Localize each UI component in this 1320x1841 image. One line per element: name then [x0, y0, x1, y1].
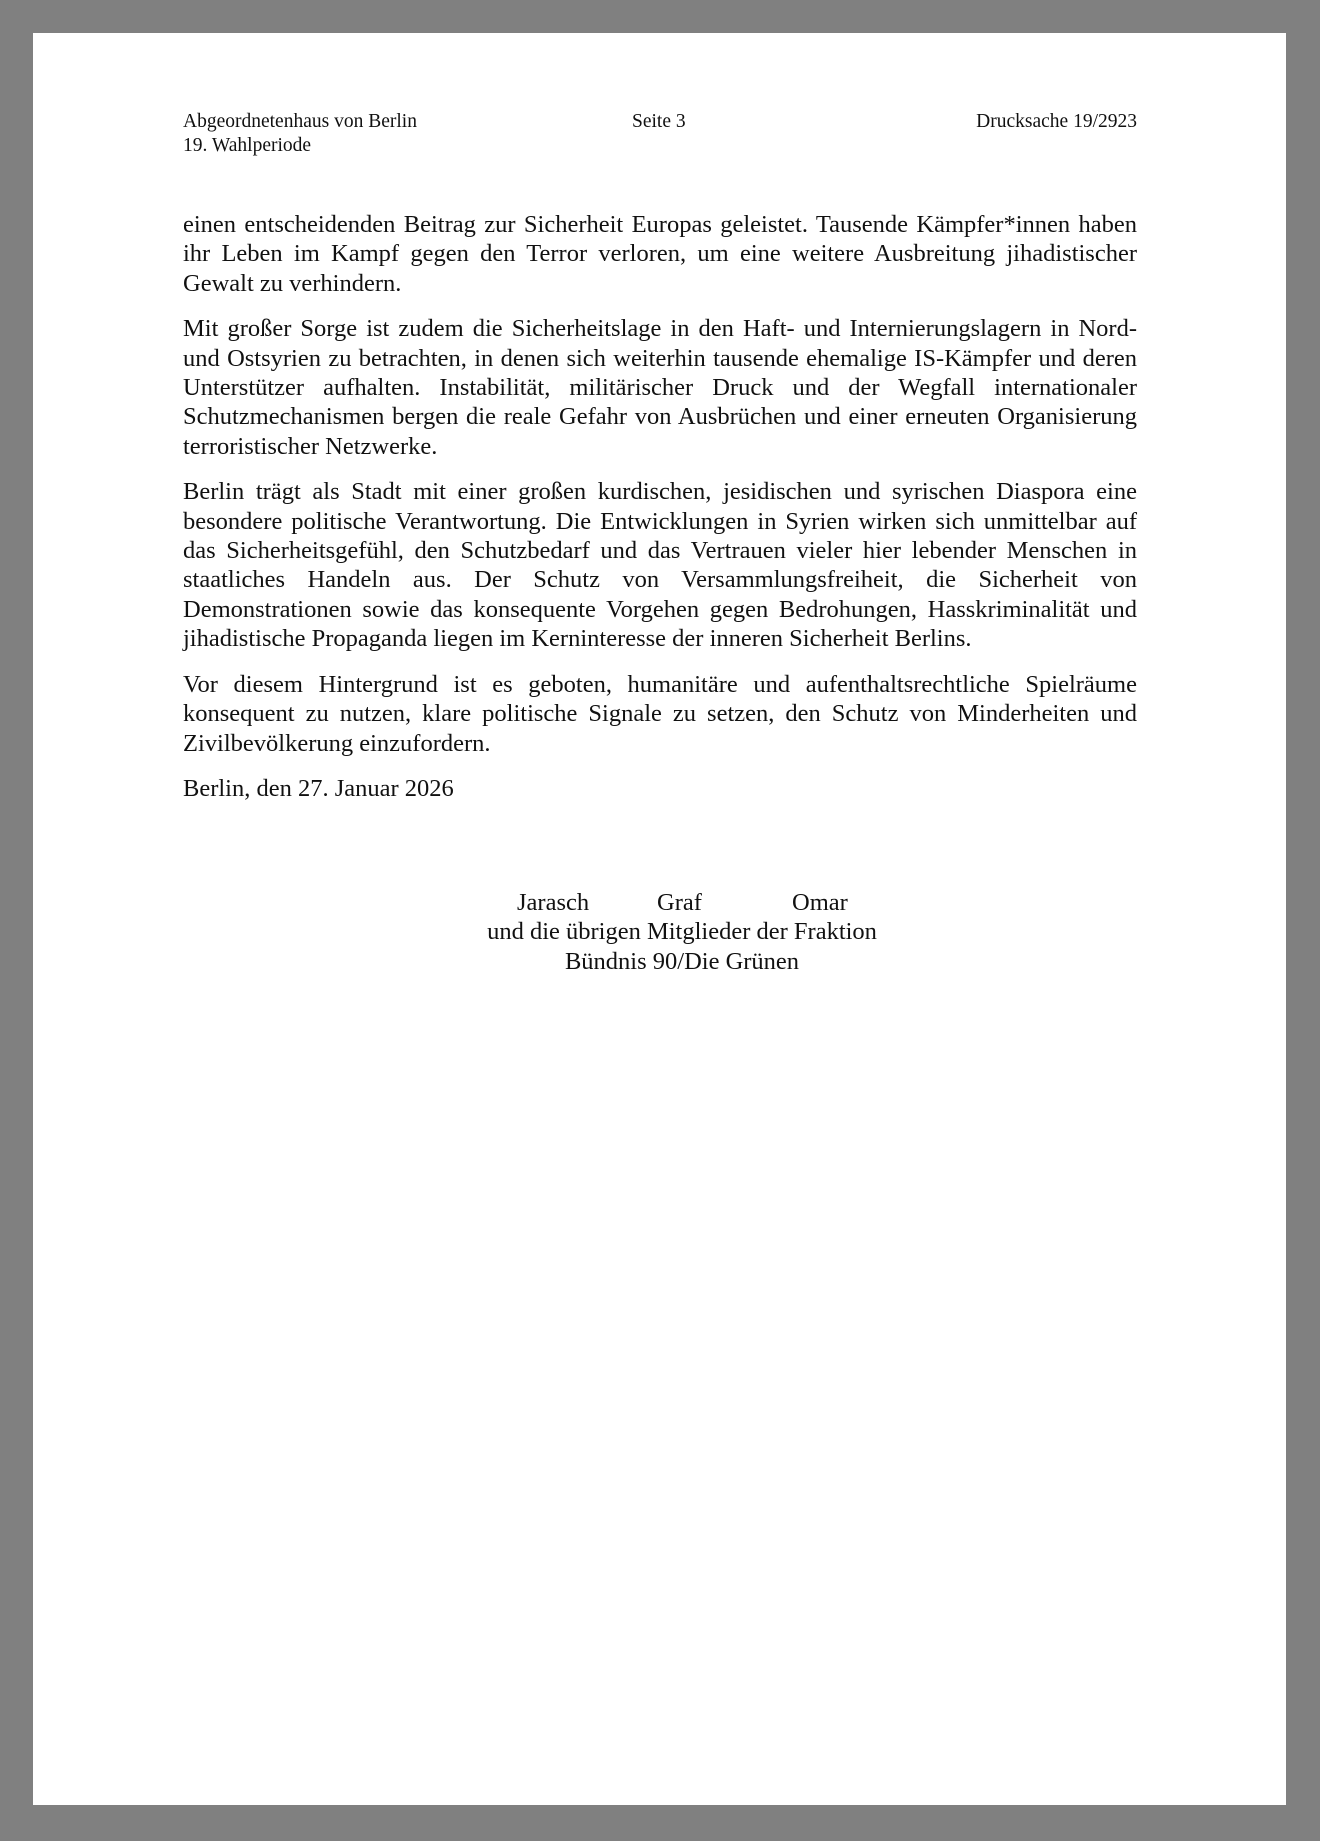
- header-row-1: [183, 110, 1137, 134]
- body-paragraph: einen entscheidenden Beitrag zur Sicherheit Europas geleistet. Tausende Kämpfer*innen haben ihr Leben im Kampf gegen den Terror verloren, um eine weitere Ausbreitung jihadistischer Gewalt zu verhindern.: [183, 211, 1137, 297]
- header-institution: Abgeordnetenhaus von Berlin: [183, 111, 417, 132]
- header-page-number: Seite 3: [632, 111, 686, 132]
- signature-block: [482, 888, 882, 976]
- document-page: [33, 33, 1286, 1805]
- signatory-name: Graf: [657, 889, 702, 916]
- page-header: [183, 110, 1137, 158]
- document-body: [183, 210, 1137, 819]
- signatory-name: Omar: [792, 889, 848, 916]
- header-row-2: [183, 134, 1137, 158]
- signatory-names: [482, 888, 882, 917]
- signature-members-line: und die übrigen Mitglieder der Fraktion: [487, 918, 877, 946]
- body-paragraph: Mit großer Sorge ist zudem die Sicherheitslage in den Haft- und Internierungslagern in Nord- und Ostsyrien zu betrachten, in denen sich weiterhin tausende ehemalige IS-Kämpfer und deren Unterstützer aufhalten. Instabilität, militärischer Druck und der Wegfall internationaler Schutzmechanismen bergen die reale Gefahr von Ausbrüchen und einer erneuten Organisierung terroristischer Netzwerke.: [183, 315, 1137, 460]
- signature-faction-line: Bündnis 90/Die Grünen: [564, 947, 800, 975]
- date-line: Berlin, den 27. Januar 2026: [183, 774, 454, 802]
- header-document-number: Drucksache 19/2923: [976, 111, 1137, 132]
- header-election-period: 19. Wahlperiode: [183, 135, 312, 156]
- signatory-name: Jarasch: [517, 889, 590, 916]
- body-paragraph: Berlin trägt als Stadt mit einer großen kurdischen, jesidischen und syrischen Diaspora eine besondere politische Verantwortung. Die Entwicklungen in Syrien wirken sich unmittelbar auf das Sicherheitsgefühl, den Schutzbedarf und das Vertrauen vieler hier lebender Menschen in staatliches Handeln aus. Der Schutz von Versammlungsfreiheit, die Sicherheit von Demonstrationen sowie das konsequente Vorgehen gegen Bedrohungen, Hasskriminalität und jihadistische Propaganda liegen im Kerninteresse der inneren Sicherheit Berlins.: [183, 478, 1137, 653]
- body-paragraph: Vor diesem Hintergrund ist es geboten, humanitäre und aufenthaltsrechtliche Spielräume konsequent zu nutzen, klare politische Signale zu setzen, den Schutz von Minderheiten und Zivilbevölkerung einzufordern.: [183, 670, 1137, 757]
